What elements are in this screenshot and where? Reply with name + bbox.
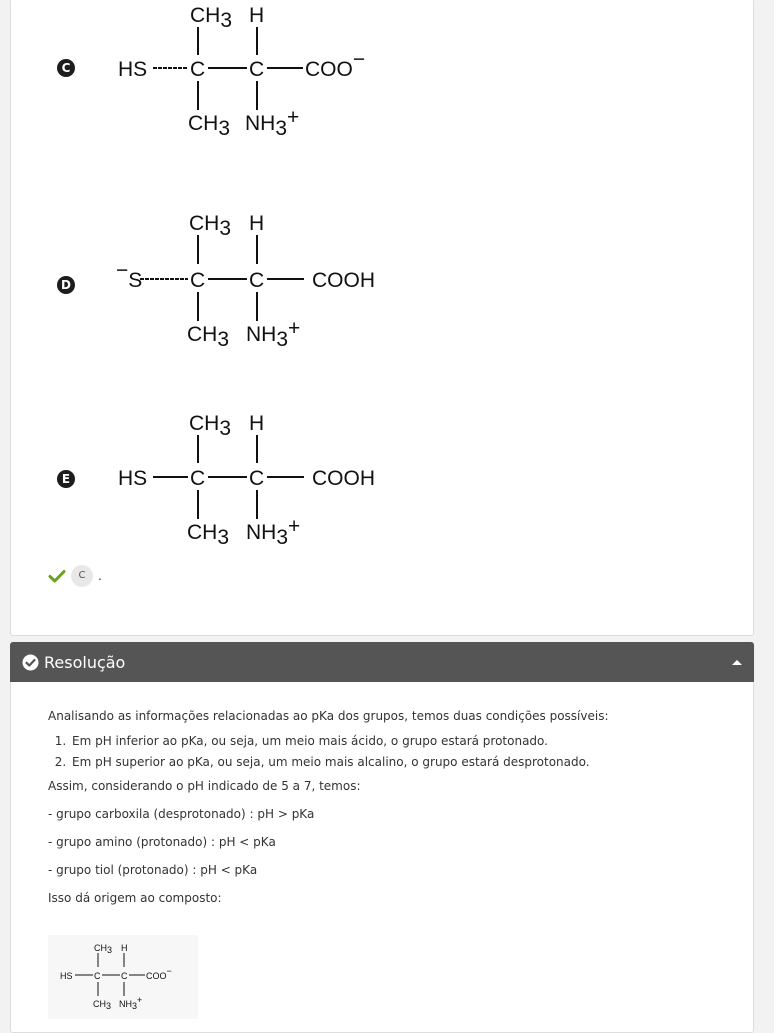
svg-text:H: H: [121, 943, 128, 953]
top-left-group: CH3: [190, 4, 233, 32]
group-item: - grupo carboxila (desprotonado) : pH > pKa: [48, 807, 315, 822]
resolution-header[interactable]: [10, 642, 754, 682]
left-group: −S: [116, 259, 143, 292]
bottom-left-group: CH3: [188, 112, 231, 140]
bottom-left-group: CH3: [187, 521, 230, 549]
carbon-beta: C: [249, 269, 265, 292]
option-d-formula: [114, 206, 404, 356]
answer-letter-badge: C: [71, 565, 93, 587]
right-group: COOH: [312, 467, 375, 490]
svg-text:NH3+: NH3+: [119, 995, 143, 1011]
svg-text:COO−: COO−: [146, 966, 172, 981]
svg-text:CH3: CH3: [93, 999, 112, 1011]
top-left-group: CH3: [189, 212, 232, 240]
svg-text:C: C: [94, 971, 101, 981]
answer-row: [48, 564, 102, 588]
top-left-group: CH3: [189, 412, 232, 440]
bottom-left-group: CH3: [187, 323, 230, 351]
carbon-alpha: C: [190, 467, 206, 490]
carbon-alpha: C: [190, 269, 206, 292]
left-group: HS: [118, 58, 148, 81]
compound-formula: [48, 935, 198, 1019]
left-group: HS: [118, 467, 148, 490]
caret-up-icon[interactable]: [732, 660, 742, 665]
check-icon: [48, 567, 66, 585]
condition-item: 2. Em pH superior ao pKa, ou seja, um meio mais alcalino, o grupo estará desprotonado.: [70, 754, 738, 771]
top-right-group: H: [249, 412, 265, 435]
svg-text:CH3: CH3: [94, 943, 113, 955]
resolution-conclusion: Isso dá origem ao composto:: [48, 890, 222, 905]
option-letter-d[interactable]: D: [57, 276, 75, 294]
right-group: COO−: [305, 48, 366, 81]
resolution-title: Resolução: [44, 652, 126, 672]
resolution-body: [48, 708, 738, 917]
answer-suffix: .: [98, 569, 102, 583]
top-right-group: H: [249, 4, 265, 27]
option-letter-c[interactable]: C: [57, 59, 75, 77]
bottom-right-group: NH3+: [246, 317, 301, 351]
top-right-group: H: [249, 212, 265, 235]
svg-text:HS: HS: [60, 971, 73, 981]
circle-check-icon: [22, 654, 39, 671]
conditions-list: [48, 733, 738, 771]
option-c-formula: [118, 0, 398, 145]
group-item: - grupo amino (protonado) : pH < pKa: [48, 834, 276, 849]
option-e-formula: [118, 400, 408, 550]
carbon-alpha: C: [190, 58, 206, 81]
carbon-beta: C: [249, 467, 265, 490]
group-item: - grupo tiol (protonado) : pH < pKa: [48, 862, 258, 877]
bottom-right-group: NH3+: [246, 515, 301, 549]
svg-text:C: C: [121, 971, 128, 981]
carbon-beta: C: [249, 58, 265, 81]
right-group: COOH: [312, 269, 375, 292]
resolution-lead: Assim, considerando o pH indicado de 5 a 7, temos:: [48, 779, 361, 794]
option-letter-e[interactable]: E: [57, 470, 75, 488]
resolution-intro: Analisando as informações relacionadas ao pKa dos grupos, temos duas condições possíveis:: [48, 709, 609, 723]
condition-item: 1. Em pH inferior ao pKa, ou seja, um meio mais ácido, o grupo estará protonado.: [70, 733, 738, 750]
compound-image: [48, 935, 198, 1019]
bottom-right-group: NH3+: [245, 106, 300, 140]
